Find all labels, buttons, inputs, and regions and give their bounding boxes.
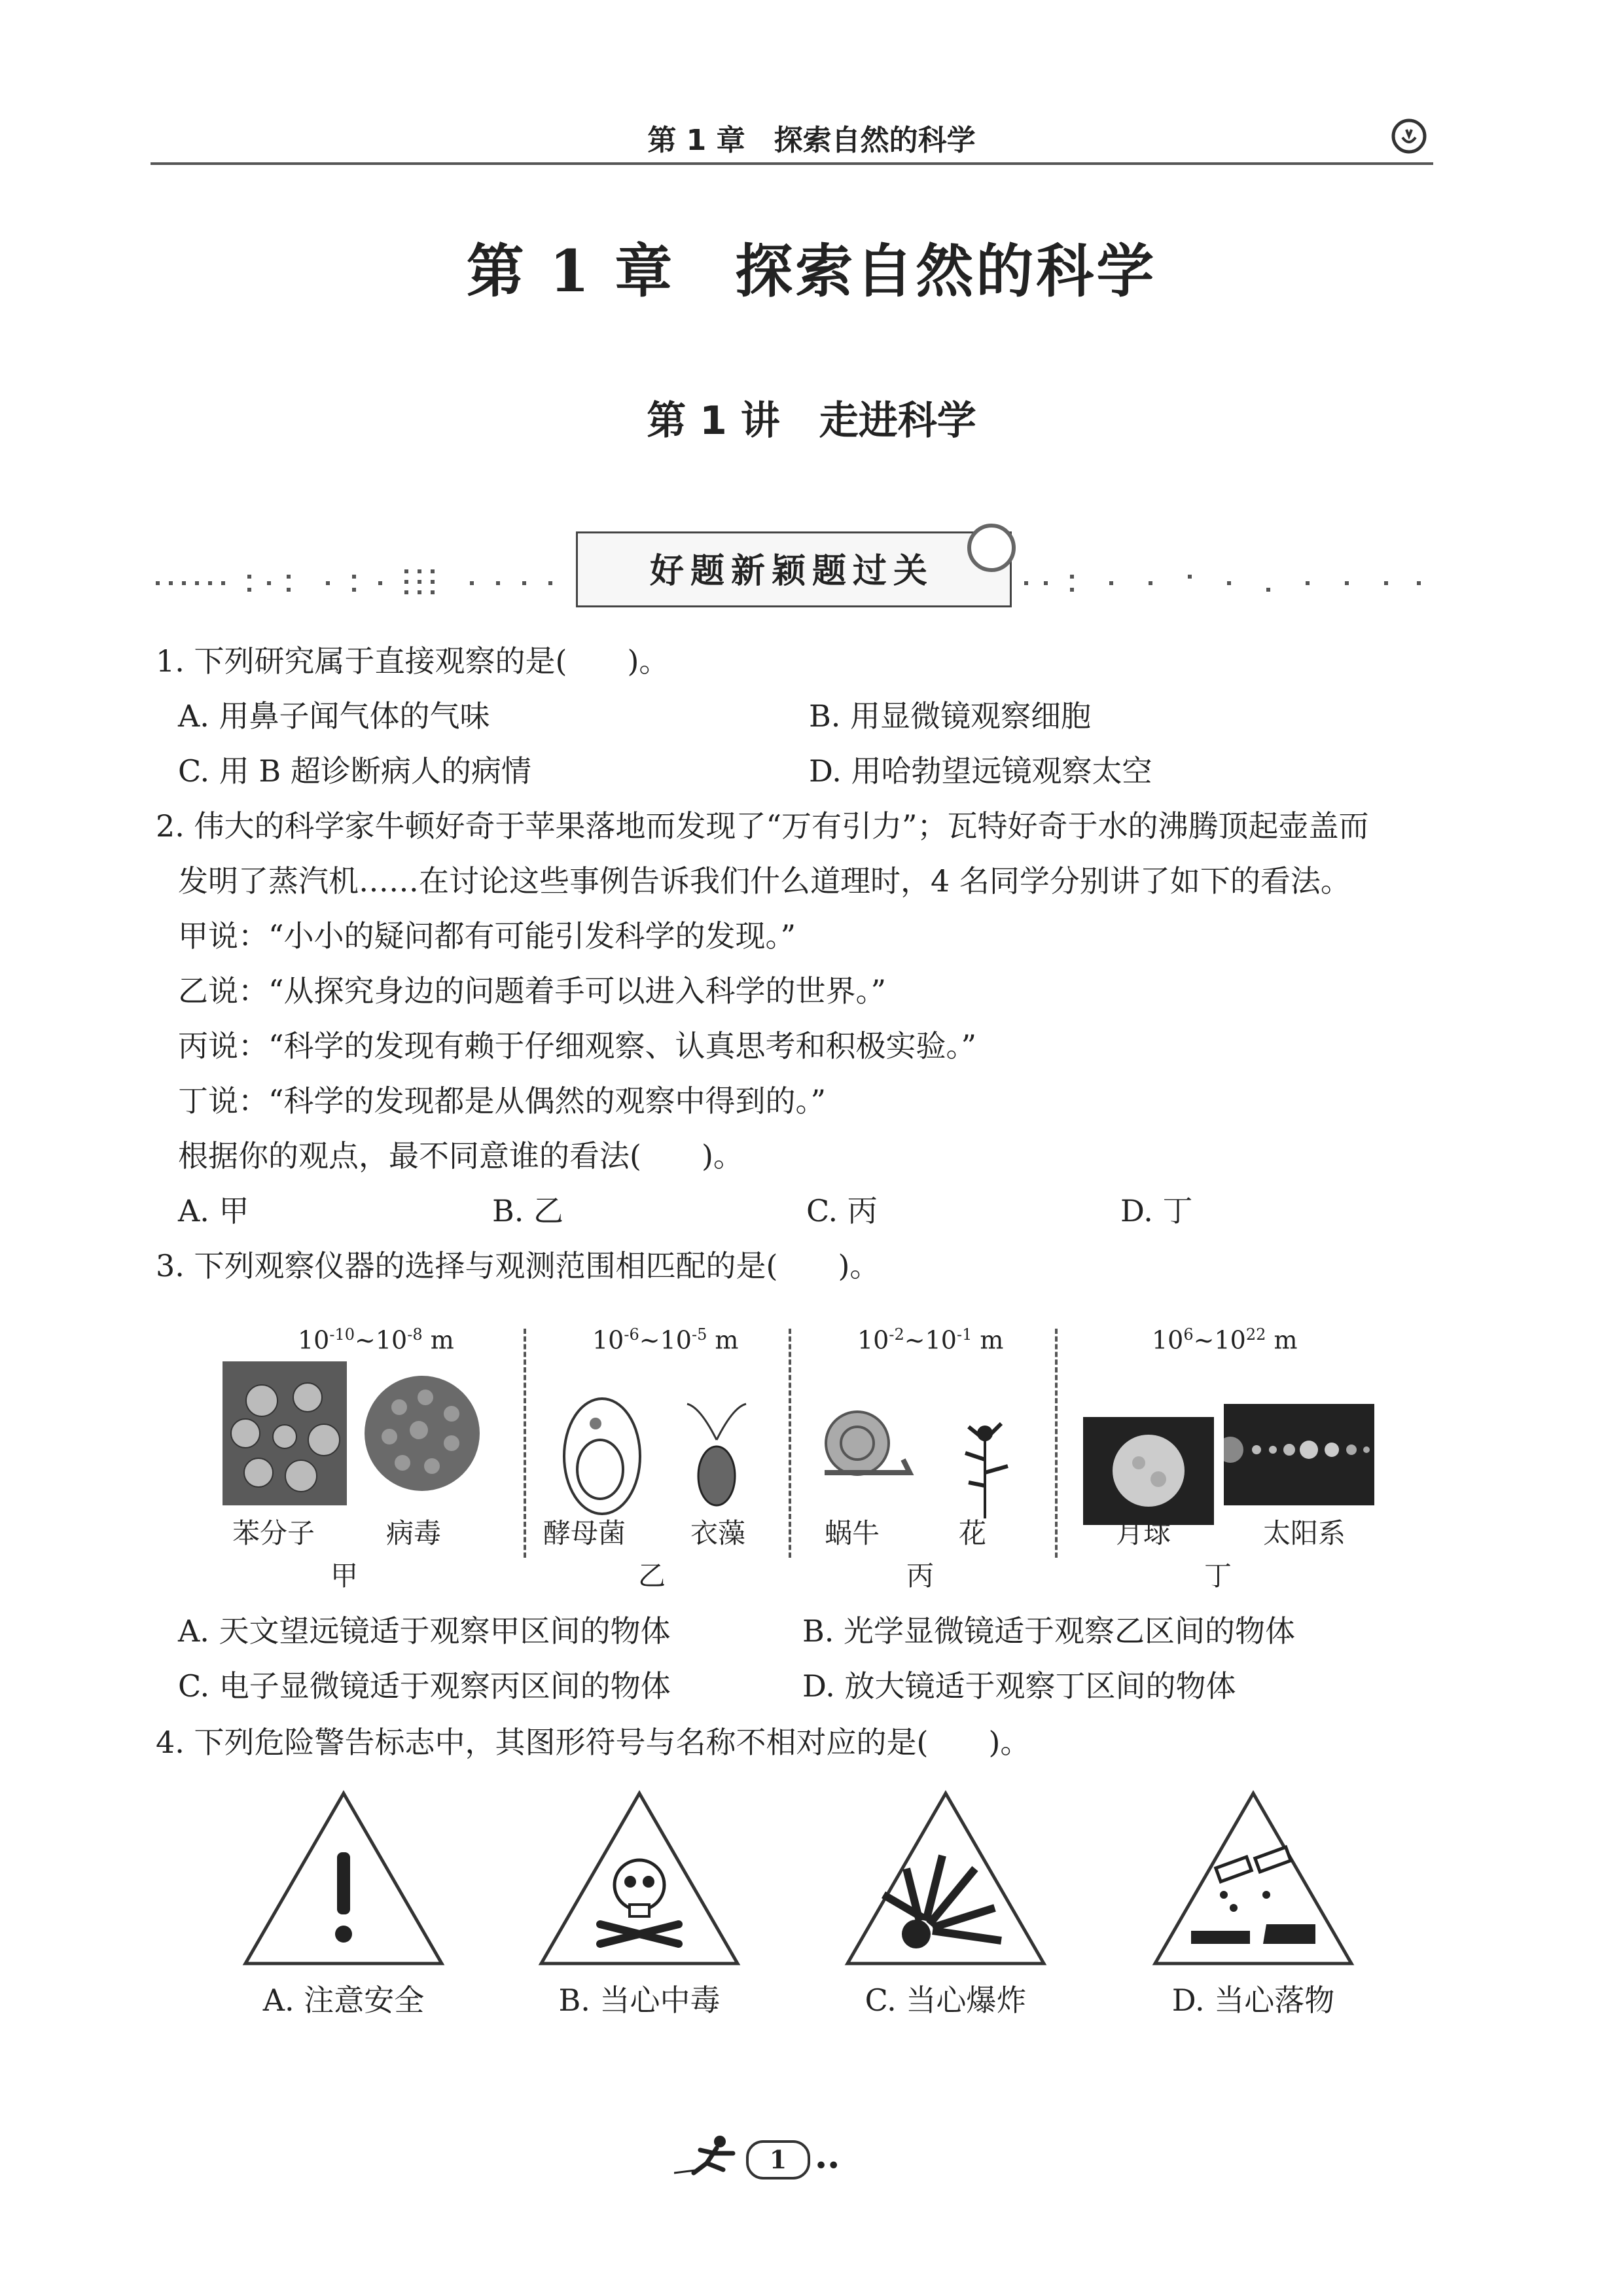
q4-option-d: D. 当心落物 bbox=[1171, 1982, 1335, 2018]
warning-caution-sign-icon bbox=[242, 1790, 445, 1967]
q2-statement-ding: 丁说：“科学的发现都是从偶然的观察中得到的。” bbox=[178, 1083, 827, 1119]
q3-divider-1 bbox=[524, 1329, 526, 1558]
q3-label-yeast: 酵母菌 bbox=[543, 1517, 626, 1549]
q2-stem-line1: 2. 伟大的科学家牛顿好奇于苹果落地而发现了“万有引力”；瓦特好奇于水的沸腾顶起壶盖而 bbox=[156, 808, 1369, 844]
q3-stem: 3. 下列观察仪器的选择与观测范围相匹配的是( )。 bbox=[156, 1248, 880, 1283]
q3-range-yi: $10^{-6}\sim 10^{-5}$ m bbox=[592, 1325, 739, 1355]
page-number: 1 bbox=[746, 2140, 810, 2179]
q3-label-solar-system: 太阳系 bbox=[1263, 1517, 1346, 1549]
q3-group-yi: 乙 bbox=[638, 1560, 666, 1592]
chapter-title: 第 1 章 探索自然的科学 bbox=[466, 237, 1157, 305]
q2-ask: 根据你的观点，最不同意谁的看法( )。 bbox=[178, 1138, 743, 1174]
banner-magnifier-icon bbox=[967, 524, 1016, 572]
algae-cell-image bbox=[681, 1401, 753, 1518]
q3-group-ding: 丁 bbox=[1204, 1560, 1232, 1592]
q3-label-virus: 病毒 bbox=[386, 1517, 442, 1549]
q4-option-c: C. 当心爆炸 bbox=[865, 1982, 1027, 2018]
yeast-cell-image bbox=[560, 1394, 645, 1518]
q2-stem-line2: 发明了蒸汽机……在讨论这些事例告诉我们什么道理时，4 名同学分别讲了如下的看法。 bbox=[178, 863, 1351, 899]
banner-dots-left bbox=[156, 569, 575, 596]
q3-label-moon: 月球 bbox=[1116, 1517, 1171, 1549]
q1-option-a: A. 用鼻子闻气体的气味 bbox=[178, 698, 490, 734]
q4-stem: 4. 下列危险警告标志中，其图形符号与名称不相对应的是( )。 bbox=[156, 1725, 1031, 1760]
q3-divider-3 bbox=[1055, 1329, 1058, 1558]
q3-range-ding: $10^6\sim 10^{22}$ m bbox=[1152, 1325, 1298, 1355]
snail-image bbox=[812, 1407, 916, 1486]
q3-option-c: C. 电子显微镜适于观察丙区间的物体 bbox=[178, 1668, 671, 1704]
running-header: 第 1 章 探索自然的科学 bbox=[647, 124, 976, 157]
q3-range-bing: $10^{-2}\sim 10^{-1}$ m bbox=[857, 1325, 1004, 1355]
page-number-dots: •• bbox=[815, 2155, 840, 2178]
q3-label-algae: 衣藻 bbox=[690, 1517, 746, 1549]
q2-option-c: C. 丙 bbox=[806, 1193, 878, 1229]
q3-option-b: B. 光学显微镜适于观察乙区间的物体 bbox=[802, 1613, 1296, 1649]
flower-image bbox=[955, 1414, 1014, 1518]
q3-divider-2 bbox=[789, 1329, 791, 1558]
section-banner-label: 好题新颖题过关 bbox=[649, 552, 934, 591]
q4-option-a: A. 注意安全 bbox=[262, 1982, 425, 2018]
q3-option-d: D. 放大镜适于观察丁区间的物体 bbox=[802, 1668, 1236, 1704]
q1-option-d: D. 用哈勃望远镜观察太空 bbox=[809, 753, 1152, 789]
q2-option-b: B. 乙 bbox=[492, 1193, 564, 1229]
q2-statement-bing: 丙说：“科学的发现有赖于仔细观察、认真思考和积极实验。” bbox=[178, 1028, 977, 1064]
q2-statement-jia: 甲说：“小小的疑问都有可能引发科学的发现。” bbox=[178, 918, 796, 954]
q1-option-b: B. 用显微镜观察细胞 bbox=[809, 698, 1092, 734]
q3-group-bing: 丙 bbox=[906, 1560, 935, 1592]
q3-label-snail: 蜗牛 bbox=[825, 1517, 880, 1549]
q3-label-flower: 花 bbox=[959, 1517, 987, 1549]
q3-group-jia: 甲 bbox=[330, 1560, 359, 1592]
q1-stem: 1. 下列研究属于直接观察的是( )。 bbox=[156, 643, 669, 679]
q1-option-c: C. 用 B 超诊断病人的病情 bbox=[178, 753, 531, 789]
lesson-title: 第 1 讲 走进科学 bbox=[647, 398, 976, 444]
chapter-logo-icon bbox=[1391, 118, 1427, 154]
moon-image bbox=[1083, 1417, 1214, 1525]
q3-range-jia: $10^{-10}\sim 10^{-8}$ m bbox=[298, 1325, 454, 1355]
runner-footer-icon bbox=[674, 2134, 746, 2179]
warning-corrosive-sign-icon bbox=[1152, 1790, 1355, 1967]
banner-dots-right bbox=[1018, 569, 1436, 596]
q4-option-b: B. 当心中毒 bbox=[558, 1982, 721, 2018]
q2-option-d: D. 丁 bbox=[1120, 1193, 1193, 1229]
q3-option-a: A. 天文望远镜适于观察甲区间的物体 bbox=[178, 1613, 671, 1649]
q2-option-a: A. 甲 bbox=[178, 1193, 249, 1229]
solar-system-image bbox=[1224, 1404, 1374, 1505]
benzene-molecule-image bbox=[223, 1361, 347, 1505]
virus-image bbox=[360, 1368, 484, 1499]
header-rule bbox=[151, 162, 1433, 165]
q3-label-benzene: 苯分子 bbox=[232, 1517, 315, 1549]
warning-explosion-sign-icon bbox=[844, 1790, 1047, 1967]
warning-poison-sign-icon bbox=[538, 1790, 741, 1967]
q2-statement-yi: 乙说：“从探究身边的问题着手可以进入科学的世界。” bbox=[178, 973, 887, 1009]
